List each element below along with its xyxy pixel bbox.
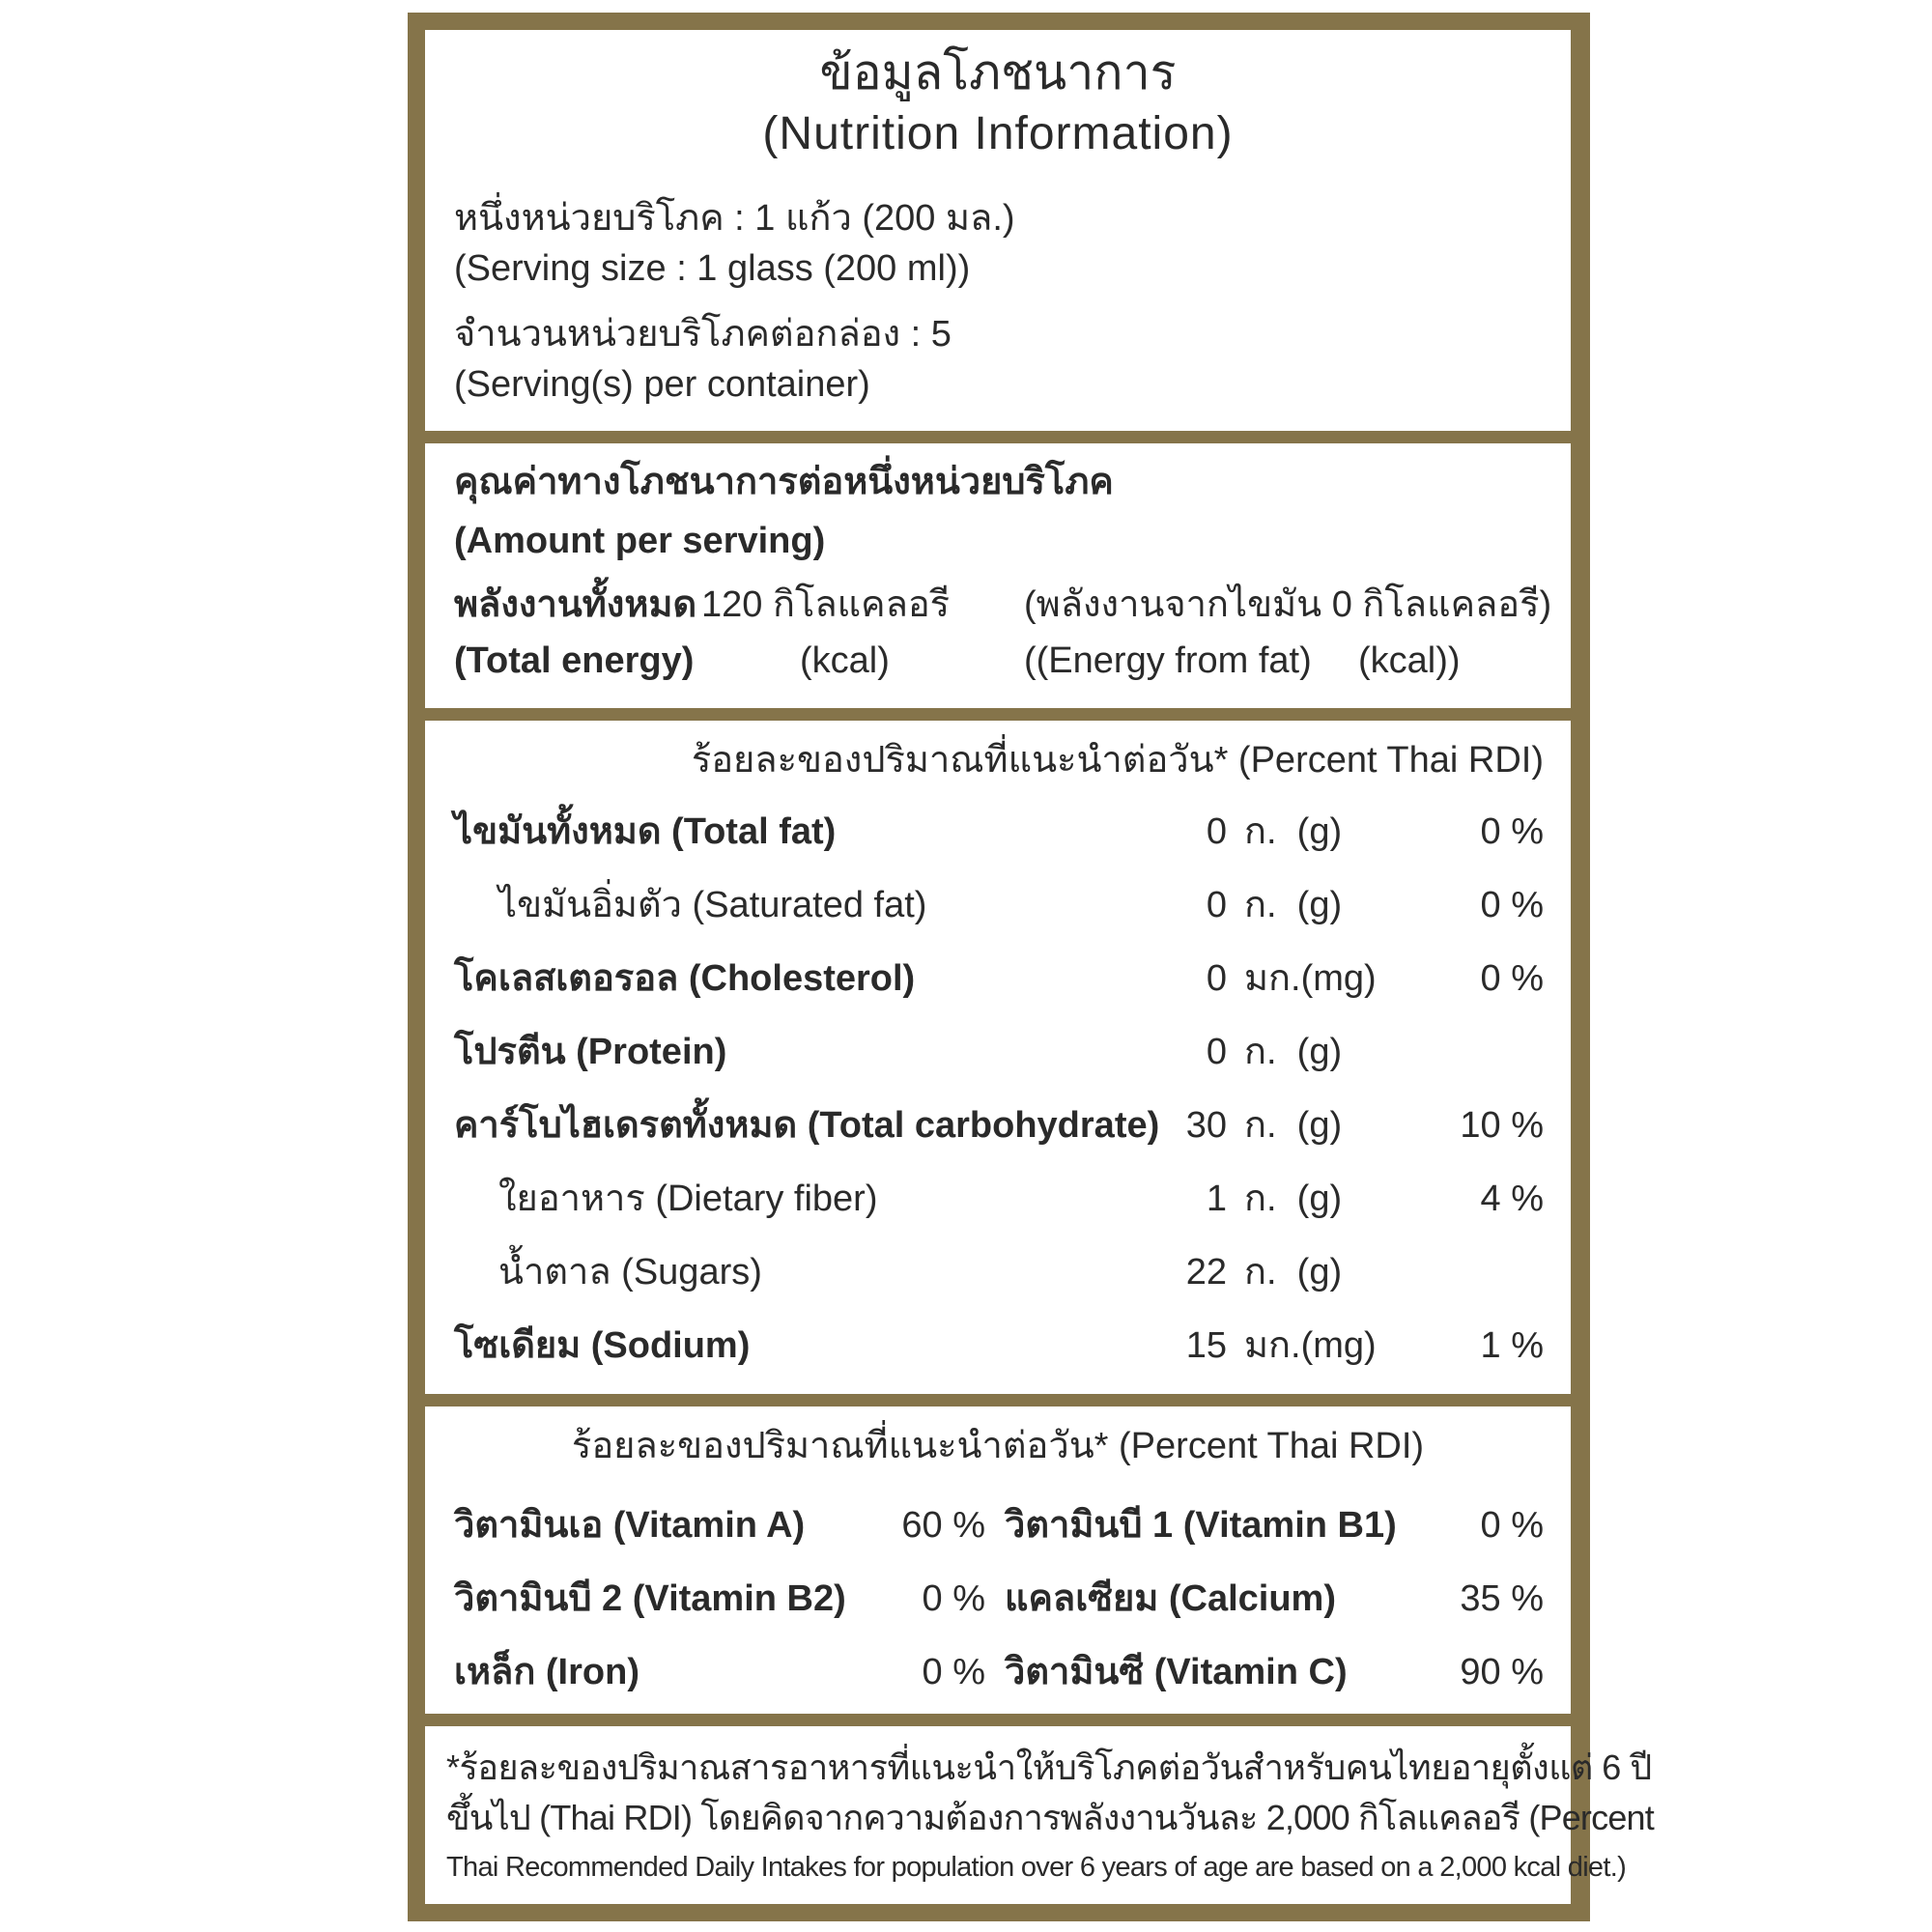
nutrient-unit: มก.(mg) xyxy=(1244,1325,1377,1366)
vitamin-right-value: 35 % xyxy=(1460,1578,1544,1619)
nutrient-percent: 1 % xyxy=(1480,1325,1544,1366)
nutrient-percent: 0 % xyxy=(1480,811,1544,852)
nutrient-unit: ก. (g) xyxy=(1244,811,1343,852)
amount-section xyxy=(425,443,1571,708)
nutrient-unit: มก.(mg) xyxy=(1244,958,1377,999)
nutrient-percent: 10 % xyxy=(1460,1105,1544,1146)
nutrient-amount: 0 xyxy=(1206,885,1227,925)
header-section xyxy=(425,30,1571,431)
nutrient-label: โซเดียม (Sodium) xyxy=(454,1325,751,1366)
title-english: (Nutrition Information) xyxy=(762,108,1234,159)
serving-size-thai: หนึ่งหน่วยบริโภค : 1 แก้ว (200 มล.) xyxy=(454,198,1015,239)
energy-from-fat-unit-english: (kcal)) xyxy=(1358,640,1461,681)
nutrient-label: คาร์โบไฮเดรตทั้งหมด (Total carbohydrate) xyxy=(454,1105,1160,1146)
nutrient-label: โปรตีน (Protein) xyxy=(454,1032,727,1072)
title-thai: ข้อมูลโภชนาการ xyxy=(819,45,1177,99)
nutrition-label xyxy=(408,13,1654,1921)
nutrients-rdi-header: ร้อยละของปริมาณที่แนะนำต่อวัน* (Percent Thai RDI) xyxy=(691,740,1544,781)
vitamins-section xyxy=(425,1406,1571,1714)
vitamin-right-value: 0 % xyxy=(1480,1505,1544,1546)
footnote-section xyxy=(425,1726,1654,1904)
nutrient-unit: ก. (g) xyxy=(1244,1179,1343,1219)
vitamin-left-label: วิตามินเอ (Vitamin A) xyxy=(454,1505,806,1546)
nutrient-label: ใยอาหาร (Dietary fiber) xyxy=(498,1179,878,1219)
servings-per-container-english: (Serving(s) per container) xyxy=(454,364,870,405)
footnote-line-1: *ร้อยละของปริมาณสารอาหารที่แนะนำให้บริโภคต่อวันสำหรับคนไทยอายุตั้งแต่ 6 ปี xyxy=(446,1747,1652,1787)
nutrient-amount: 30 xyxy=(1185,1105,1227,1146)
nutrient-label: น้ำตาล (Sugars) xyxy=(498,1252,762,1293)
nutrient-label: ไขมันอิ่มตัว (Saturated fat) xyxy=(498,885,927,925)
energy-from-fat-thai: (พลังงานจากไขมัน 0 กิโลแคลอรี) xyxy=(1024,584,1552,625)
amount-heading-english: (Amount per serving) xyxy=(454,521,826,561)
nutrient-unit: ก. (g) xyxy=(1244,1105,1343,1146)
vitamin-left-value: 60 % xyxy=(901,1505,985,1546)
footnote-line-3: Thai Recommended Daily Intakes for population over 6 years of age are based on a 2,000 kcal diet.) xyxy=(446,1852,1627,1883)
nutrient-unit: ก. (g) xyxy=(1244,1032,1343,1072)
energy-value-thai: 120 กิโลแคลอรี xyxy=(701,584,951,625)
vitamin-left-value: 0 % xyxy=(922,1652,985,1692)
nutrient-amount: 0 xyxy=(1206,958,1227,999)
servings-per-container-thai: จำนวนหน่วยบริโภคต่อกล่อง : 5 xyxy=(454,314,952,355)
nutrient-percent: 0 % xyxy=(1480,958,1544,999)
amount-heading-thai: คุณค่าทางโภชนาการต่อหนึ่งหน่วยบริโภค xyxy=(454,462,1114,502)
nutrient-unit: ก. (g) xyxy=(1244,1252,1343,1293)
nutrient-unit: ก. (g) xyxy=(1244,885,1343,925)
vitamin-right-value: 90 % xyxy=(1460,1652,1544,1692)
nutrient-amount: 0 xyxy=(1206,811,1227,852)
nutrients-section xyxy=(425,721,1571,1394)
energy-unit-english: (kcal) xyxy=(800,640,890,681)
vitamin-right-label: แคลเซียม (Calcium) xyxy=(1005,1578,1336,1619)
energy-from-fat-english: ((Energy from fat) xyxy=(1024,640,1312,681)
energy-label-english: (Total energy) xyxy=(454,640,695,681)
nutrient-percent: 0 % xyxy=(1480,885,1544,925)
nutrient-amount: 22 xyxy=(1185,1252,1227,1293)
nutrient-label: โคเลสเตอรอล (Cholesterol) xyxy=(454,958,916,999)
nutrient-amount: 15 xyxy=(1185,1325,1227,1366)
nutrient-amount: 0 xyxy=(1206,1032,1227,1072)
energy-label-thai: พลังงานทั้งหมด xyxy=(454,584,697,625)
vitamin-left-value: 0 % xyxy=(922,1578,985,1619)
vitamin-left-label: เหล็ก (Iron) xyxy=(454,1652,639,1692)
vitamin-right-label: วิตามินบี 1 (Vitamin B1) xyxy=(1005,1505,1397,1546)
serving-size-english: (Serving size : 1 glass (200 ml)) xyxy=(454,248,971,289)
footnote-line-2: ขึ้นไป (Thai RDI) โดยคิดจากความต้องการพลังงานวันละ 2,000 กิโลแคลอรี (Percent xyxy=(446,1798,1654,1837)
vitamins-rdi-header: ร้อยละของปริมาณที่แนะนำต่อวัน* (Percent Thai RDI) xyxy=(571,1426,1425,1466)
nutrient-label: ไขมันทั้งหมด (Total fat) xyxy=(454,811,837,852)
vitamin-left-label: วิตามินบี 2 (Vitamin B2) xyxy=(454,1578,846,1619)
vitamin-right-label: วิตามินซี (Vitamin C) xyxy=(1005,1652,1348,1692)
nutrient-percent: 4 % xyxy=(1480,1179,1544,1219)
nutrient-amount: 1 xyxy=(1206,1179,1227,1219)
